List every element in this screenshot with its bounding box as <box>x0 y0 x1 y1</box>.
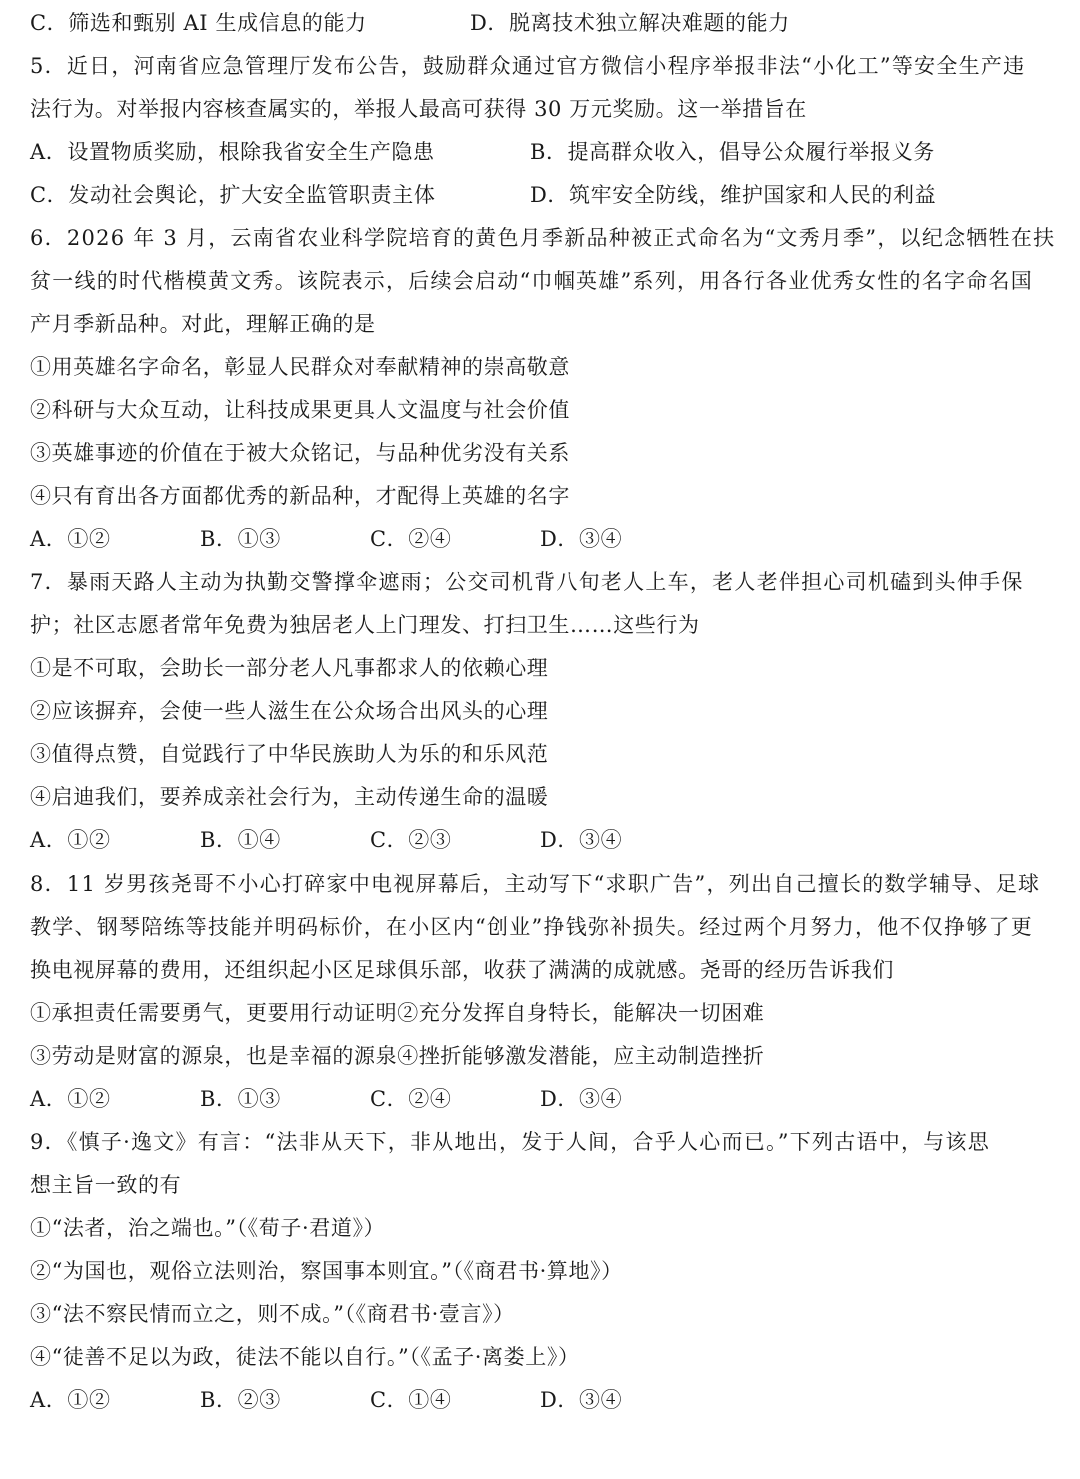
q8-stem-line-1: 8．11 岁男孩尧哥不小心打碎家中电视屏幕后，主动写下“求职广告”，列出自己擅长的数学辅导、足球 <box>30 872 1041 896</box>
q7-statement-4: ④启迪我们，要养成亲社会行为，主动传递生命的温暖 <box>30 785 549 809</box>
q6-statement-2: ②科研与大众互动，让科技成果更具人文温度与社会价值 <box>30 398 570 422</box>
q9-option-a: A．①② <box>30 1388 111 1412</box>
q4-option-c: C．筛选和甄别 AI 生成信息的能力 <box>30 11 367 35</box>
q5-option-d: D．筑牢安全防线，维护国家和人民的利益 <box>530 183 937 207</box>
q9-stem-line-2: 想主旨一致的有 <box>30 1173 182 1197</box>
q8-statements-row-1: ①承担责任需要勇气，更要用行动证明②充分发挥自身特长，能解决一切困难 <box>30 1001 765 1025</box>
q8-statements-row-2: ③劳动是财富的源泉，也是幸福的源泉④挫折能够激发潜能，应主动制造挫折 <box>30 1044 765 1068</box>
q7-option-d: D．③④ <box>540 828 623 852</box>
q6-stem-line-2: 贫一线的时代楷模黄文秀。该院表示，后续会启动“巾帼英雄”系列，用各行各业优秀女性的名字命名国 <box>30 269 1033 293</box>
q5-stem-line-1: 5．近日，河南省应急管理厅发布公告，鼓励群众通过官方微信小程序举报非法“小化工”等安全生产违 <box>30 54 1026 78</box>
q6-option-c: C．②④ <box>370 527 452 551</box>
q6-statement-1: ①用英雄名字命名，彰显人民群众对奉献精神的崇高敬意 <box>30 355 570 379</box>
q8-option-c: C．②④ <box>370 1087 452 1111</box>
q9-statement-1: ①“法者，治之端也。”（《荀子·君道》） <box>30 1216 386 1240</box>
q9-statement-4: ④“徒善不足以为政，徒法不能以自行。”（《孟子·离娄上》） <box>30 1345 580 1369</box>
q9-statement-3: ③“法不察民情而立之，则不成。”（《商君书·壹言》） <box>30 1302 515 1326</box>
q7-statement-2: ②应该摒弃，会使一些人滋生在公众场合出风头的心理 <box>30 699 549 723</box>
q7-option-a: A．①② <box>30 828 111 852</box>
q8-stem-line-2: 教学、钢琴陪练等技能并明码标价，在小区内“创业”挣钱弥补损失。经过两个月努力，他不仅挣够了更 <box>30 915 1033 939</box>
q6-statement-4: ④只有育出各方面都优秀的新品种，才配得上英雄的名字 <box>30 484 570 508</box>
q6-stem-line-3: 产月季新品种。对此，理解正确的是 <box>30 312 376 336</box>
q5-option-c: C．发动社会舆论，扩大安全监管职责主体 <box>30 183 436 207</box>
q6-statement-3: ③英雄事迹的价值在于被大众铭记，与品种优劣没有关系 <box>30 441 570 465</box>
q6-stem-line-1: 6．2026 年 3 月，云南省农业科学院培育的黄色月季新品种被正式命名为“文秀月季”，以纪念牺牲在扶 <box>30 226 1056 250</box>
q8-stem-line-3: 换电视屏幕的费用，还组织起小区足球俱乐部，收获了满满的成就感。尧哥的经历告诉我们 <box>30 958 894 982</box>
q5-stem-line-2: 法行为。对举报内容核查属实的，举报人最高可获得 30 万元奖励。这一举措旨在 <box>30 97 807 121</box>
q8-option-a: A．①② <box>30 1087 111 1111</box>
q9-option-d: D．③④ <box>540 1388 623 1412</box>
q8-option-b: B．①③ <box>200 1087 281 1111</box>
q8-option-d: D．③④ <box>540 1087 623 1111</box>
q9-option-b: B．②③ <box>200 1388 281 1412</box>
q7-stem-line-1: 7．暴雨天路人主动为执勤交警撑伞遮雨；公交司机背八旬老人上车，老人老伴担心司机磕到头伸手保 <box>30 570 1024 594</box>
q5-option-a: A．设置物质奖励，根除我省安全生产隐患 <box>30 140 435 164</box>
q6-option-d: D．③④ <box>540 527 623 551</box>
q9-statement-2: ②“为国也，观俗立法则治，察国事本则宜。”（《商君书·算地》） <box>30 1259 623 1283</box>
q6-option-a: A．①② <box>30 527 111 551</box>
q7-option-b: B．①④ <box>200 828 281 852</box>
q7-option-c: C．②③ <box>370 828 452 852</box>
q4-option-d: D．脱离技术独立解决难题的能力 <box>470 11 790 35</box>
q6-option-b: B．①③ <box>200 527 281 551</box>
q7-stem-line-2: 护；社区志愿者常年免费为独居老人上门理发、打扫卫生……这些行为 <box>30 613 700 637</box>
q7-statement-3: ③值得点赞，自觉践行了中华民族助人为乐的和乐风范 <box>30 742 549 766</box>
q7-statement-1: ①是不可取，会助长一部分老人凡事都求人的依赖心理 <box>30 656 549 680</box>
q5-option-b: B．提高群众收入，倡导公众履行举报义务 <box>530 140 935 164</box>
q9-option-c: C．①④ <box>370 1388 452 1412</box>
q9-stem-line-1: 9．《慎子·逸文》有言：“法非从天下，非从地出，发于人间，合乎人心而已。”下列古语中，与该思 <box>30 1130 991 1154</box>
